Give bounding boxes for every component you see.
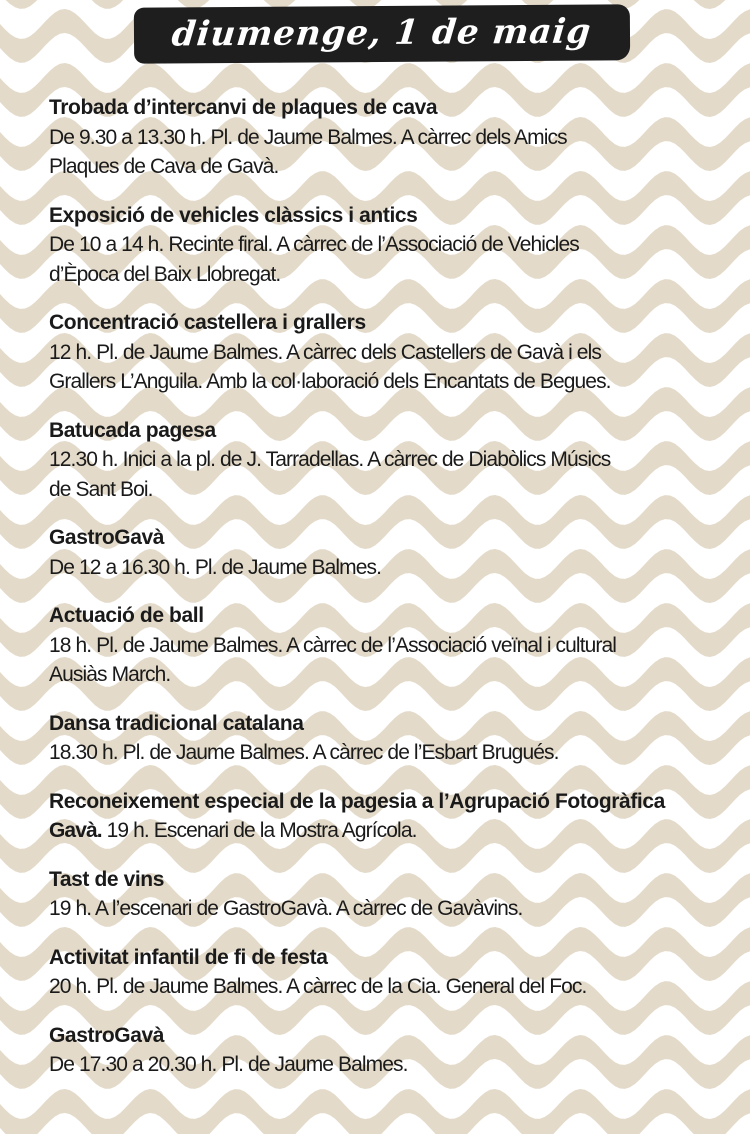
event-detail: 12.30 h. Inici a la pl. de J. Tarradellas. A càrrec de Diabòlics Músics: [49, 448, 611, 471]
event-list: [49, 93, 739, 1099]
event-item: [49, 1021, 739, 1080]
event-title: Trobada d’intercanvi de plaques de cava: [49, 96, 438, 119]
event-item: [49, 601, 739, 690]
event-title: Reconeixement especial de la pagesia a l’Agrupació Fotogràfica: [49, 789, 665, 813]
event-item: [49, 943, 739, 1002]
event-title: GastroGavà: [49, 1023, 165, 1047]
event-detail: 18.30 h. Pl. de Jaume Balmes. A càrrec de l’Esbart Brugués.: [49, 741, 559, 764]
event-detail: De 10 a 14 h. Recinte firal. A càrrec de l’Associació de Vehicles: [49, 233, 579, 256]
event-detail: de Sant Boi.: [49, 477, 153, 501]
event-detail: De 17.30 a 20.30 h. Pl. de Jaume Balmes.: [49, 1053, 408, 1076]
event-title: Actuació de ball: [49, 604, 204, 627]
event-title: Activitat infantil de fi de festa: [49, 945, 328, 969]
event-title: Dansa tradicional catalana: [49, 711, 304, 735]
event-item: [49, 416, 739, 505]
event-item: [49, 523, 739, 582]
event-detail: 19 h. A l’escenari de GastroGavà. A càrrec de Gavàvins.: [49, 897, 523, 920]
event-detail: 19 h. Escenari de la Mostra Agrícola.: [101, 819, 417, 842]
event-detail: d’Època del Baix Llobregat.: [49, 262, 281, 286]
event-detail: 12 h. Pl. de Jaume Balmes. A càrrec dels Castellers de Gavà i els: [49, 340, 601, 364]
event-title: Tast de vins: [49, 867, 165, 891]
event-detail: De 9.30 a 13.30 h. Pl. de Jaume Balmes. A càrrec dels Amics: [49, 125, 567, 149]
event-item: [49, 787, 739, 846]
event-detail: Ausiàs March.: [49, 663, 171, 686]
event-item: [49, 308, 739, 397]
event-title: GastroGavà: [49, 526, 165, 549]
event-item: [49, 709, 739, 768]
page-title: diumenge, 1 de maig: [170, 11, 594, 55]
event-detail: De 12 a 16.30 h. Pl. de Jaume Balmes.: [49, 555, 382, 579]
date-banner: [134, 4, 630, 63]
event-item: [49, 201, 739, 290]
event-item: [49, 93, 739, 182]
event-title: Concentració castellera i grallers: [49, 311, 366, 334]
event-title-continued: Gavà.: [49, 819, 102, 842]
event-item: [49, 865, 739, 924]
event-detail: 18 h. Pl. de Jaume Balmes. A càrrec de l’Associació veïnal i cultural: [49, 633, 617, 657]
event-detail-line: [49, 816, 739, 846]
event-title: Batucada pagesa: [49, 418, 216, 442]
event-detail: Plaques de Cava de Gavà.: [49, 155, 279, 178]
event-detail: 20 h. Pl. de Jaume Balmes. A càrrec de la Cia. General del Foc.: [49, 975, 587, 998]
event-detail: Grallers L’Anguila. Amb la col·laboració dels Encantats de Begues.: [49, 370, 611, 393]
event-title: Exposició de vehicles clàssics i antics: [49, 203, 418, 227]
